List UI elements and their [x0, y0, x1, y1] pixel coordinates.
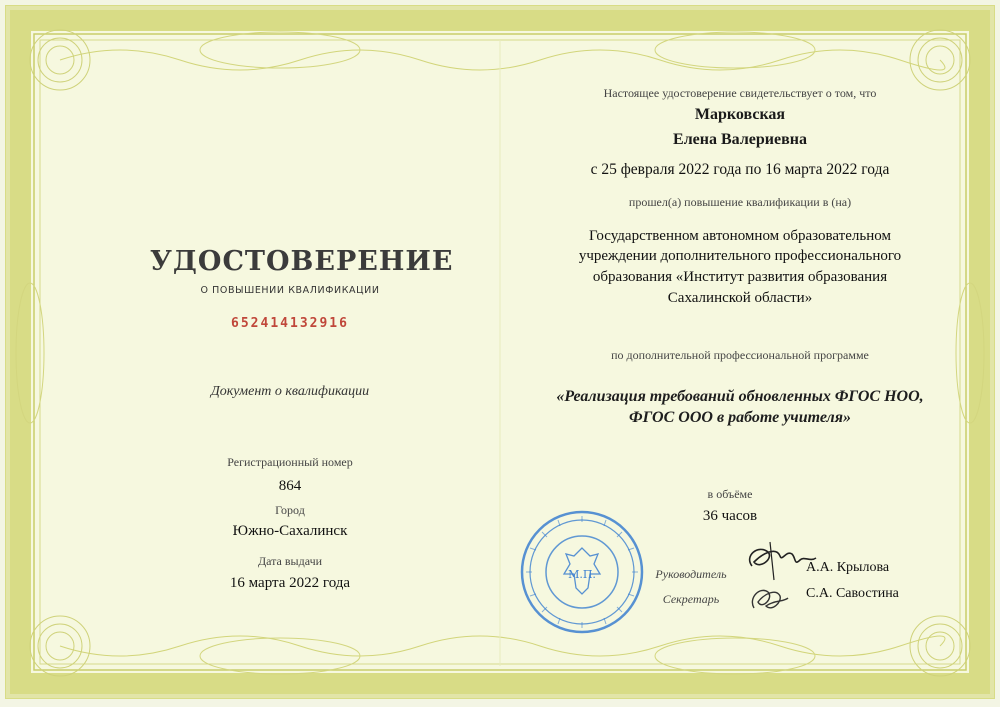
hours-value: 36 часов: [702, 508, 758, 524]
city-value: Южно-Сахалинск: [232, 523, 348, 539]
institution-line-1: Государственном автономном образовательном: [589, 228, 891, 244]
document-type: Документ о квалификации: [210, 384, 370, 399]
intro-text: Настоящее удостоверение свидетельствует о том, что: [603, 86, 877, 100]
passed-text: прошел(а) повышение квалификации в (на): [628, 195, 852, 209]
secretary-name: С.А. Савостина: [806, 586, 899, 601]
registration-label: Регистрационный номер: [227, 455, 353, 469]
secretary-label: Секретарь: [662, 592, 720, 606]
certificate-title: УДОСТОВЕРЕНИЕ: [150, 246, 454, 277]
serial-number: 652414132916: [231, 316, 349, 331]
program-line-1: «Реализация требований обновленных ФГОС НОО,: [556, 388, 924, 405]
recipient-surname: Марковская: [694, 106, 786, 123]
volume-label: в объёме: [707, 487, 753, 501]
institution-line-2: учреждении дополнительного профессионального: [578, 248, 902, 264]
certificate-subtitle: О ПОВЫШЕНИИ КВАЛИФИКАЦИИ: [200, 285, 380, 296]
registration-number: 864: [278, 478, 302, 494]
head-label: Руководитель: [655, 567, 727, 581]
seal-mp-text: М.П.: [568, 568, 596, 581]
secretary-signature: [744, 580, 794, 620]
head-name: А.А. Крылова: [806, 560, 890, 575]
issue-date-value: 16 марта 2022 года: [229, 575, 351, 591]
official-seal: [518, 508, 646, 636]
institution-line-4: Сахалинской области»: [667, 290, 813, 306]
program-line-2: ФГОС ООО в работе учителя»: [629, 409, 851, 426]
training-period: с 25 февраля 2022 года по 16 марта 2022 года: [590, 161, 890, 178]
program-label: по дополнительной профессиональной программе: [611, 348, 869, 362]
institution-line-3: образования «Институт развития образования: [592, 269, 888, 285]
issue-date-label: Дата выдачи: [257, 554, 323, 568]
city-label: Город: [275, 503, 305, 517]
recipient-given-names: Елена Валериевна: [673, 131, 807, 148]
